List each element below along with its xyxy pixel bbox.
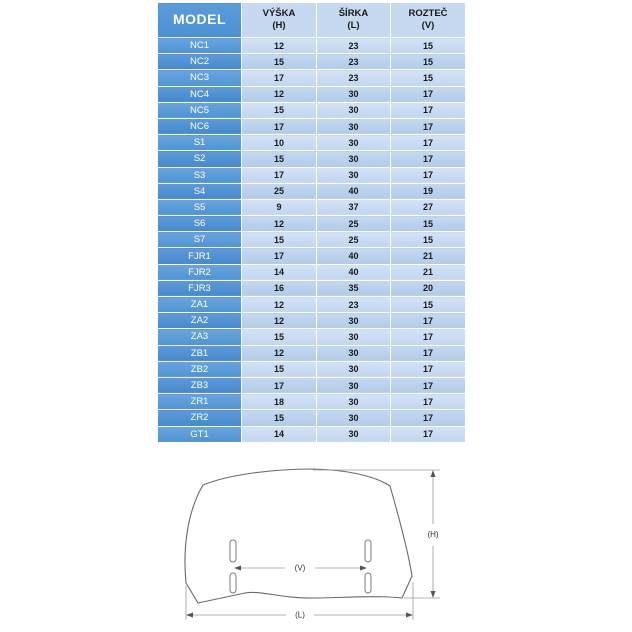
roztec-cell: 21 (391, 264, 466, 280)
h-dimension-label: (H) (427, 530, 439, 539)
model-cell: ZA3 (158, 329, 242, 345)
vyska-cell: 12 (242, 86, 317, 102)
model-cell: ZR1 (158, 394, 242, 410)
column-header-sirka-label: ŠÍRKA (338, 8, 369, 20)
vyska-cell: 18 (242, 394, 317, 410)
table-row (158, 345, 466, 361)
vyska-cell: 17 (242, 167, 317, 183)
model-cell: ZB1 (158, 345, 242, 361)
vyska-cell: 12 (242, 345, 317, 361)
model-cell: GT1 (158, 426, 242, 442)
sirka-cell: 23 (317, 54, 391, 70)
column-header-vyska-label: VÝŠKA (262, 8, 296, 20)
vyska-cell: 14 (242, 264, 317, 280)
model-cell: ZA1 (158, 297, 242, 313)
windshield-diagram (170, 462, 470, 630)
mount-slot-bottom-right (365, 573, 371, 593)
vyska-cell: 17 (242, 118, 317, 134)
model-cell: ZR2 (158, 410, 242, 426)
roztec-cell: 17 (391, 426, 466, 442)
sirka-cell: 30 (317, 410, 391, 426)
table-row (158, 377, 466, 393)
column-header-vyska-sub: (H) (272, 20, 286, 31)
vyska-cell: 12 (242, 216, 317, 232)
sirka-cell: 23 (317, 297, 391, 313)
table-header (158, 3, 466, 38)
model-cell: S7 (158, 232, 242, 248)
roztec-cell: 17 (391, 118, 466, 134)
model-cell: NC3 (158, 70, 242, 86)
mount-slot-bottom-left (230, 573, 236, 593)
header-row (158, 3, 466, 38)
model-cell: S3 (158, 167, 242, 183)
sirka-cell: 30 (317, 345, 391, 361)
column-header-roztec (391, 3, 466, 38)
vyska-cell: 9 (242, 199, 317, 215)
sirka-cell: 30 (317, 329, 391, 345)
model-cell: NC5 (158, 102, 242, 118)
table-row (158, 410, 466, 426)
table-body (158, 38, 466, 443)
table-row (158, 118, 466, 134)
roztec-cell: 17 (391, 102, 466, 118)
table-row (158, 361, 466, 377)
sirka-cell: 30 (317, 426, 391, 442)
table-row (158, 313, 466, 329)
roztec-cell: 17 (391, 86, 466, 102)
model-cell: S5 (158, 199, 242, 215)
roztec-cell: 17 (391, 329, 466, 345)
roztec-cell: 21 (391, 248, 466, 264)
table-row (158, 151, 466, 167)
table-row (158, 135, 466, 151)
roztec-cell: 15 (391, 70, 466, 86)
sirka-cell: 40 (317, 264, 391, 280)
vyska-cell: 12 (242, 38, 317, 54)
model-cell: S6 (158, 216, 242, 232)
table-row (158, 70, 466, 86)
vyska-cell: 17 (242, 70, 317, 86)
sirka-cell: 25 (317, 216, 391, 232)
table-row (158, 86, 466, 102)
table-row (158, 426, 466, 442)
vyska-cell: 15 (242, 410, 317, 426)
sirka-cell: 40 (317, 183, 391, 199)
column-header-roztec-sub: (V) (421, 20, 435, 31)
model-cell: NC6 (158, 118, 242, 134)
roztec-cell: 20 (391, 280, 466, 296)
l-arrow-left (186, 613, 193, 618)
sirka-cell: 37 (317, 199, 391, 215)
roztec-cell: 15 (391, 232, 466, 248)
model-cell: NC2 (158, 54, 242, 70)
table-row (158, 394, 466, 410)
model-cell: NC4 (158, 86, 242, 102)
sirka-cell: 35 (317, 280, 391, 296)
v-arrow-left (234, 566, 241, 571)
vyska-cell: 15 (242, 361, 317, 377)
table-row (158, 199, 466, 215)
vyska-cell: 17 (242, 377, 317, 393)
roztec-cell: 17 (391, 151, 466, 167)
model-cell: FJR3 (158, 280, 242, 296)
sirka-cell: 30 (317, 361, 391, 377)
vyska-cell: 12 (242, 313, 317, 329)
h-arrow-top (431, 470, 436, 477)
roztec-cell: 17 (391, 135, 466, 151)
v-dimension-label: (V) (294, 563, 306, 573)
sirka-cell: 30 (317, 86, 391, 102)
model-cell: S2 (158, 151, 242, 167)
roztec-cell: 15 (391, 297, 466, 313)
roztec-cell: 15 (391, 216, 466, 232)
column-header-vyska (242, 3, 317, 38)
column-header-sirka (317, 3, 391, 38)
sirka-cell: 30 (317, 313, 391, 329)
sirka-cell: 30 (317, 118, 391, 134)
model-cell: ZB2 (158, 361, 242, 377)
vyska-cell: 25 (242, 183, 317, 199)
roztec-cell: 27 (391, 199, 466, 215)
roztec-cell: 17 (391, 313, 466, 329)
model-cell: S1 (158, 135, 242, 151)
table-row (158, 183, 466, 199)
sirka-cell: 30 (317, 167, 391, 183)
table-row (158, 38, 466, 54)
vyska-cell: 15 (242, 151, 317, 167)
table-row (158, 248, 466, 264)
sirka-cell: 25 (317, 232, 391, 248)
v-arrow-right (360, 566, 367, 571)
roztec-cell: 15 (391, 38, 466, 54)
windshield-outline-shape (185, 469, 412, 603)
windshield-dimensions-table (157, 2, 466, 443)
model-cell: NC1 (158, 38, 242, 54)
table-row (158, 264, 466, 280)
roztec-cell: 17 (391, 361, 466, 377)
l-arrow-right (406, 613, 413, 618)
sirka-cell: 23 (317, 70, 391, 86)
roztec-cell: 19 (391, 183, 466, 199)
model-cell: FJR1 (158, 248, 242, 264)
table-row (158, 232, 466, 248)
sirka-cell: 30 (317, 394, 391, 410)
model-cell: S4 (158, 183, 242, 199)
table-row (158, 167, 466, 183)
roztec-cell: 15 (391, 54, 466, 70)
table-row (158, 54, 466, 70)
roztec-cell: 17 (391, 410, 466, 426)
table-row (158, 102, 466, 118)
column-header-model (158, 3, 242, 38)
sirka-cell: 23 (317, 38, 391, 54)
vyska-cell: 17 (242, 248, 317, 264)
vyska-cell: 12 (242, 297, 317, 313)
table-row (158, 329, 466, 345)
sirka-cell: 30 (317, 135, 391, 151)
vyska-cell: 16 (242, 280, 317, 296)
table-row (158, 297, 466, 313)
table-row (158, 280, 466, 296)
sirka-cell: 30 (317, 377, 391, 393)
vyska-cell: 15 (242, 232, 317, 248)
table-row (158, 216, 466, 232)
column-header-roztec-label: ROZTEČ (408, 8, 448, 20)
column-header-sirka-sub: (L) (347, 20, 360, 31)
mount-slot-top-left (230, 540, 236, 562)
roztec-cell: 17 (391, 394, 466, 410)
h-arrow-bottom (431, 591, 436, 598)
roztec-cell: 17 (391, 345, 466, 361)
model-cell: FJR2 (158, 264, 242, 280)
model-cell: ZB3 (158, 377, 242, 393)
column-header-model-label: MODEL (172, 11, 227, 28)
vyska-cell: 14 (242, 426, 317, 442)
roztec-cell: 17 (391, 167, 466, 183)
model-cell: ZA2 (158, 313, 242, 329)
vyska-cell: 10 (242, 135, 317, 151)
vyska-cell: 15 (242, 102, 317, 118)
mount-slot-top-right (365, 540, 371, 562)
vyska-cell: 15 (242, 54, 317, 70)
sirka-cell: 40 (317, 248, 391, 264)
vyska-cell: 15 (242, 329, 317, 345)
l-dimension-label: (L) (295, 610, 305, 620)
sirka-cell: 30 (317, 151, 391, 167)
roztec-cell: 17 (391, 377, 466, 393)
sirka-cell: 30 (317, 102, 391, 118)
